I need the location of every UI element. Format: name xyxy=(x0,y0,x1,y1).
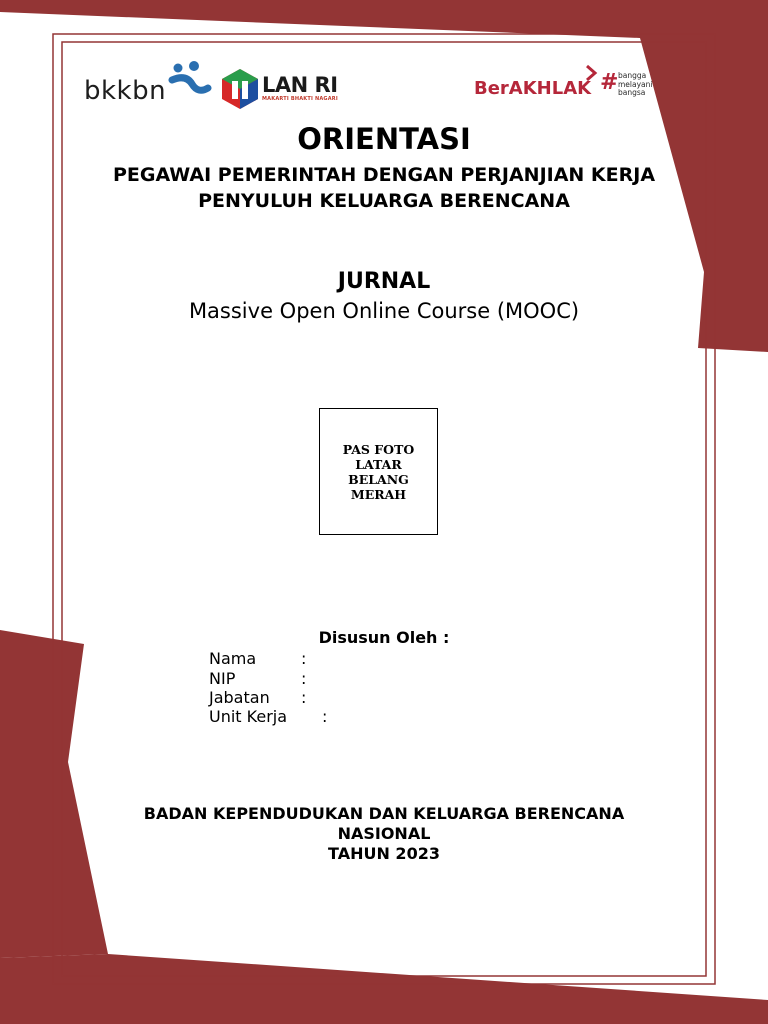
field-jabatan xyxy=(209,688,270,707)
footer-line: BADAN KEPENDUDUKAN DAN KELUARGA BERENCANA xyxy=(143,804,625,823)
lan-ri-tagline: MAKARTI BHAKTI NAGARI xyxy=(262,96,338,102)
bkkbn-emblem-icon xyxy=(168,60,212,104)
field-nama xyxy=(209,649,256,668)
footer-line: NASIONAL xyxy=(337,824,431,843)
footer-line: TAHUN 2023 xyxy=(328,844,440,863)
course-name: Massive Open Online Course (MOOC) xyxy=(188,299,580,323)
field-label: NIP xyxy=(209,669,236,688)
berakhlak-tagline xyxy=(618,72,652,98)
photo-line: MERAH xyxy=(350,486,407,502)
berakhlak-word: bangga xyxy=(618,71,647,80)
document-type: JURNAL xyxy=(337,269,431,294)
field-colon: : xyxy=(322,707,328,726)
left-red-band xyxy=(0,630,108,958)
berakhlak-word: melayani xyxy=(618,79,653,89)
field-colon: : xyxy=(301,688,307,707)
lan-ri-logo-text: LAN RI xyxy=(262,73,338,97)
author-heading: Disusun Oleh : xyxy=(318,628,450,647)
subtitle-line: PEGAWAI PEMERINTAH DENGAN PERJANJIAN KERJA xyxy=(112,164,656,186)
field-colon: : xyxy=(301,649,307,668)
field-label: Jabatan xyxy=(209,688,270,707)
berakhlak-hash: # xyxy=(600,70,619,95)
photo-placeholder-text xyxy=(329,442,429,502)
institution-footer xyxy=(0,804,768,864)
photo-line: LATAR xyxy=(355,456,402,472)
chevron-right-icon xyxy=(584,64,598,82)
field-unit-kerja xyxy=(209,707,287,726)
berakhlak-word: bangsa xyxy=(618,88,646,97)
field-label: Nama xyxy=(209,649,257,668)
page-title: ORIENTASI xyxy=(297,122,471,156)
lan-ri-emblem-icon xyxy=(220,67,260,111)
subtitle-line: PENYULUH KELUARGA BERENCANA xyxy=(198,190,570,212)
field-nip xyxy=(209,669,235,688)
bottom-red-band xyxy=(0,954,768,1024)
bkkbn-logo: bkkbn xyxy=(84,76,167,106)
berakhlak-logo-text: BerAKHLAK xyxy=(474,78,592,99)
field-label: Unit Kerja xyxy=(209,707,288,726)
subtitle xyxy=(0,162,768,214)
photo-line: PAS FOTO xyxy=(342,441,415,457)
field-colon: : xyxy=(301,669,307,688)
photo-line: BELANG xyxy=(348,471,409,487)
photo-placeholder xyxy=(319,408,438,535)
